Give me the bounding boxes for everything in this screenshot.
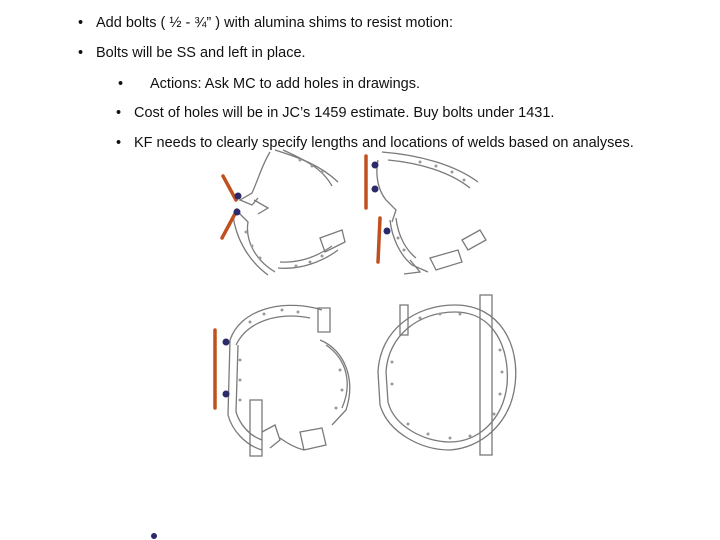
bolt-marker <box>151 533 157 539</box>
bullet-text: KF needs to clearly specify lengths and locations of welds based on analyses. <box>134 135 634 151</box>
bolt-marker <box>372 186 379 193</box>
bolt-marker <box>234 209 241 216</box>
bullet-marker: • <box>116 135 122 151</box>
bolt-marker <box>223 391 230 398</box>
bullet-marker: • <box>78 45 84 61</box>
drawing-bottom-left <box>228 305 350 456</box>
bolt-marker <box>372 162 379 169</box>
bolt-marker <box>384 228 391 235</box>
bullet-marker: • <box>116 105 122 121</box>
bullet-text: Add bolts ( ½ - ¾” ) with alumina shims to resist motion: <box>96 15 453 31</box>
bullet-marker: • <box>78 15 84 31</box>
weld-line <box>378 218 380 262</box>
bullet-text: Actions: Ask MC to add holes in drawings. <box>150 76 420 92</box>
weld-line <box>223 176 236 200</box>
bolt-marker <box>223 339 230 346</box>
bolts <box>151 162 391 540</box>
bullet-text: Bolts will be SS and left in place. <box>96 45 306 61</box>
bullet-text: Cost of holes will be in JC’s 1459 estimate. Buy bolts under 1431. <box>134 105 555 121</box>
bullet-marker: • <box>118 76 124 92</box>
drawing-bottom-right <box>378 295 516 455</box>
drawing-top-left <box>233 150 345 275</box>
drawing-top-right <box>377 152 486 274</box>
bolt-marker <box>235 193 242 200</box>
